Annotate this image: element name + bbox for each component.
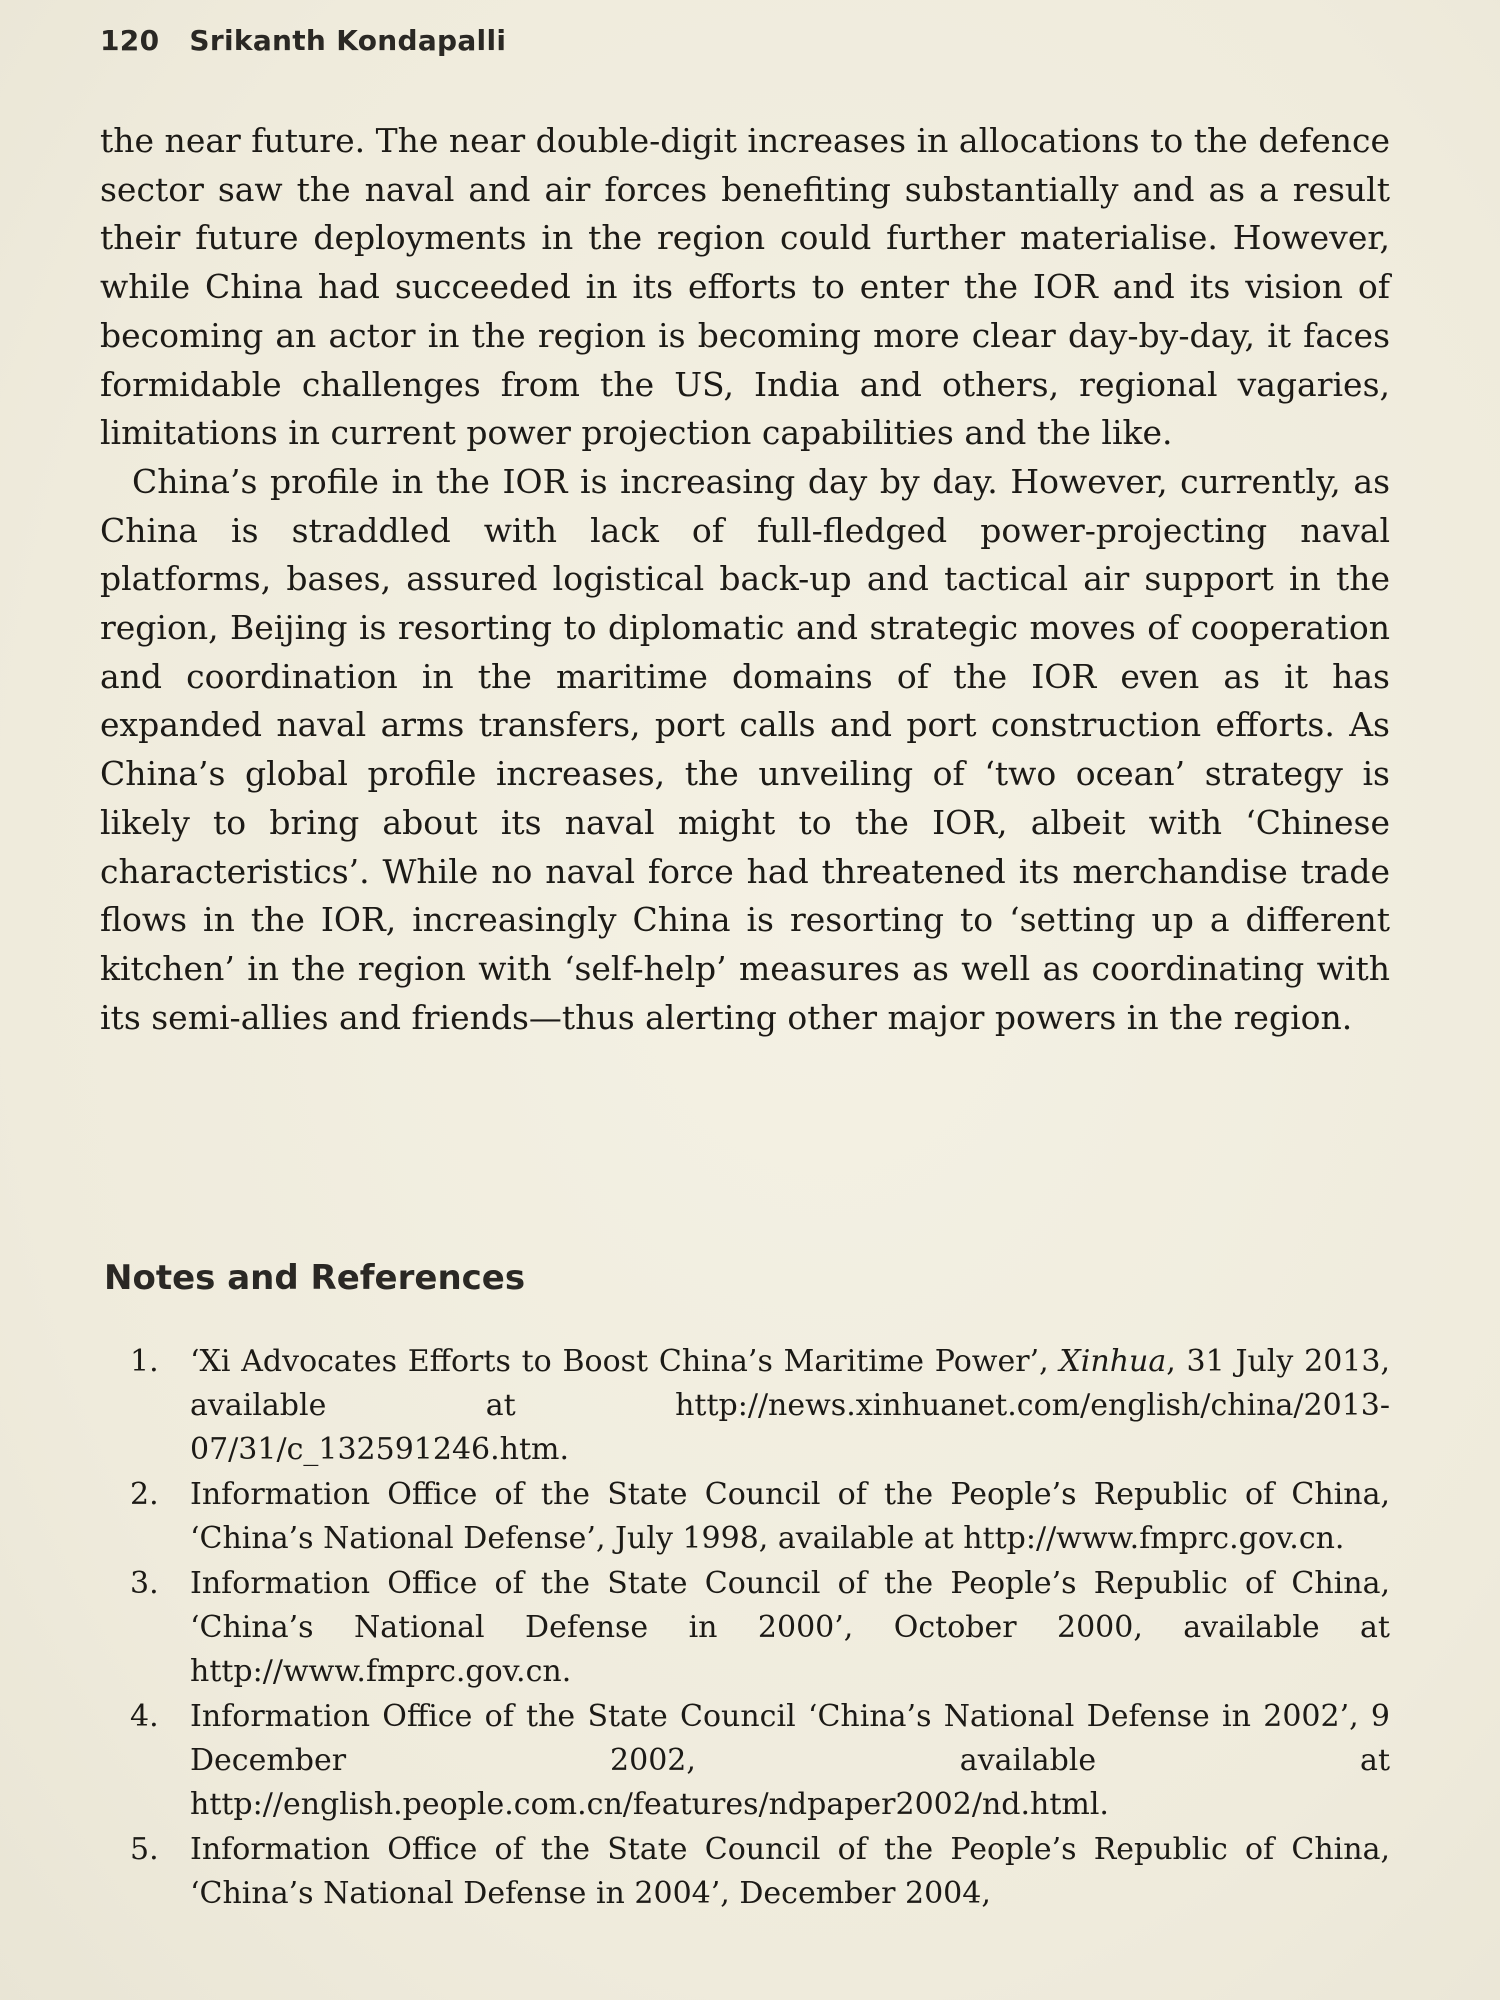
note-text-after: , 31 July 2013, available at http://news.xinhuanet.com/english/china/2013-07/31/c_132591246.htm. — [190, 1344, 1390, 1467]
note-number: 3. — [130, 1566, 159, 1601]
notes-list — [100, 1340, 1390, 1917]
note-source-italic: Xinhua — [1059, 1344, 1167, 1379]
running-header-author: Srikanth Kondapalli — [189, 24, 507, 57]
note-number: 5. — [130, 1832, 159, 1867]
note-number: 1. — [130, 1344, 159, 1379]
note-item-5 — [100, 1828, 1390, 1916]
body-paragraph-1: the near future. The near double-digit increases in allocations to the defence sector saw the naval and air forces benefiting substantially and as a result their future deployments in the region could further materialise. However, while China had succeeded in its efforts to enter the IOR and its vision of becoming an actor in the region is becoming more clear day-by-day, it faces formidable challenges from the US, India and others, regional vagaries, limitations in current power projection capabilities and the like. — [100, 121, 1390, 453]
note-text: Information Office of the State Council ‘China’s National Defense in 2002’, 9 December 2002, available at http://english.people.com.cn/features/ndpaper2002/nd.html. — [190, 1699, 1390, 1822]
note-text: Information Office of the State Council of the People’s Republic of China, ‘China’s National Defense’, July 1998, available at http://www.fmprc.gov.cn. — [190, 1477, 1390, 1556]
page-number: 120 — [100, 24, 160, 57]
body-text — [100, 117, 1390, 1042]
notes-heading: Notes and References — [104, 1258, 526, 1298]
note-number: 2. — [130, 1477, 159, 1512]
note-item-2 — [100, 1473, 1390, 1561]
note-number: 4. — [130, 1699, 159, 1734]
note-item-1 — [100, 1340, 1390, 1472]
running-header — [100, 24, 506, 57]
note-item-3 — [100, 1562, 1390, 1694]
note-item-4 — [100, 1695, 1390, 1827]
body-paragraph-2: China’s profile in the IOR is increasing day by day. However, currently, as China is straddled with lack of full-fledged power-projecting naval platforms, bases, assured logistical back-up and tactical air support in the region, Beijing is resorting to diplomatic and strategic moves of cooperation and coordination in the maritime domains of the IOR even as it has expanded naval arms transfers, port calls and port construction efforts. As China’s global profile increases, the unveiling of ‘two ocean’ strategy is likely to bring about its naval might to the IOR, albeit with ‘Chinese characteristics’. While no naval force had threatened its merchandise trade flows in the IOR, increasingly China is resorting to ‘setting up a different kitchen’ in the region with ‘self-help’ measures as well as coordinating with its semi-allies and friends—thus alerting other major powers in the region. — [100, 461, 1390, 1037]
note-text: Information Office of the State Council of the People’s Republic of China, ‘China’s National Defense in 2004’, December 2004, — [190, 1832, 1390, 1911]
note-text-before: ‘Xi Advocates Efforts to Boost China’s Maritime Power’, — [190, 1344, 1060, 1379]
note-text: Information Office of the State Council of the People’s Republic of China, ‘China’s National Defense in 2000’, October 2000, available at http://www.fmprc.gov.cn. — [190, 1566, 1390, 1689]
